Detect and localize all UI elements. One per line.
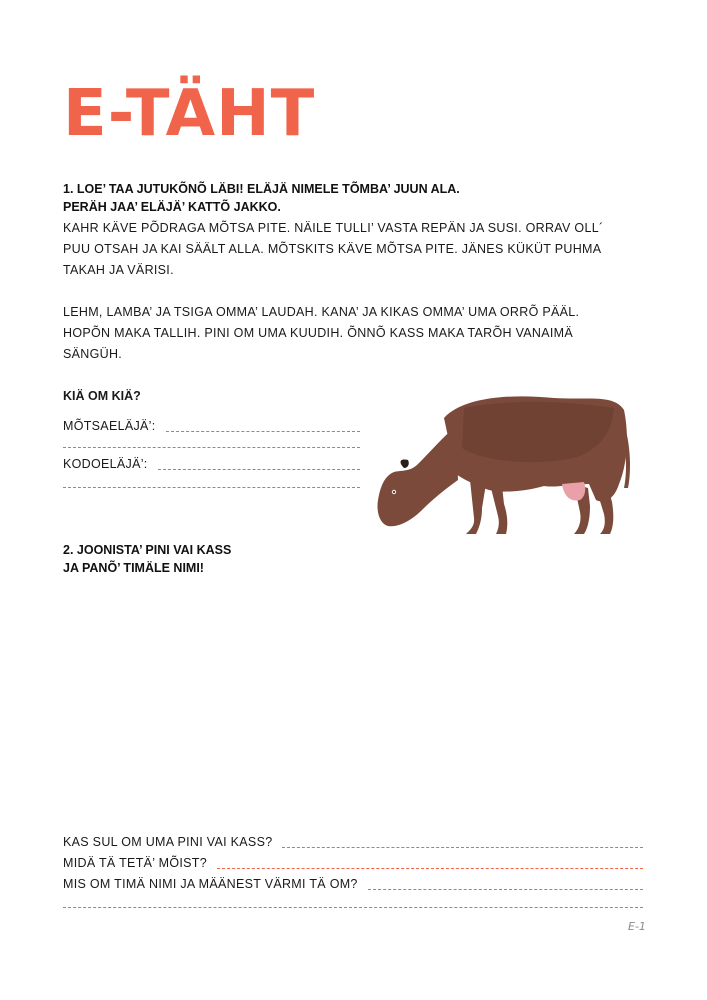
task-1-instruction bbox=[63, 180, 460, 216]
question-answer-line[interactable] bbox=[282, 835, 643, 848]
page-number: E-1 bbox=[628, 920, 646, 933]
story-line: LEHM, LAMBA’ JA TSIGA OMMA’ LAUDAH. KANA’ JA KIKAS OMMA’ UMA ORRÕ PÄÄL. bbox=[63, 305, 580, 319]
question-answer-line[interactable] bbox=[368, 877, 643, 890]
story-line: KAHR KÄVE PÕDRAGA MÕTSA PITE. NÄILE TULLI’ VASTA REPÄN JA SUSI. ORRAV OLL´ bbox=[63, 221, 604, 235]
task-2-instruction bbox=[63, 541, 231, 577]
story-line: SÄNGÜH. bbox=[63, 347, 123, 361]
home-animals-row bbox=[63, 455, 360, 473]
question-answer-line[interactable] bbox=[217, 856, 643, 869]
task-1-line-1: 1. LOE’ TAA JUTUKÕNÕ LÄBI! ELÄJÄ NIMELE TÕMBA’ JUUN ALA. bbox=[63, 182, 460, 196]
question-row bbox=[63, 833, 643, 851]
story-line: TAKAH JA VÄRISI. bbox=[63, 263, 174, 277]
question-row bbox=[63, 875, 643, 893]
task-1-line-2: PERÄH JAA’ ELÄJÄ’ KATTÕ JAKKO. bbox=[63, 200, 281, 214]
story-paragraph-2 bbox=[63, 302, 643, 365]
extra-answer-line[interactable] bbox=[63, 907, 643, 908]
home-animals-answer-line[interactable] bbox=[158, 457, 360, 470]
question-label: MIDÄ TÄ TETÄ’ MÕIST? bbox=[63, 856, 207, 870]
question-label: MIS OM TIMÄ NIMI JA MÄÄNEST VÄRMI TÄ OM? bbox=[63, 877, 358, 891]
question-row bbox=[63, 854, 643, 872]
forest-animals-answer-line[interactable] bbox=[166, 419, 360, 432]
forest-animals-label: MÕTSAELÄJÄ’: bbox=[63, 419, 156, 433]
home-animals-answer-line-2[interactable] bbox=[63, 487, 360, 488]
story-line: HOPÕN MAKA TALLIH. PINI OM UMA KUUDIH. ÕNNÕ KASS MAKA TARÕH VANAIMÄ bbox=[63, 326, 574, 340]
story-paragraph-1 bbox=[63, 218, 643, 281]
task-2-line-1: 2. JOONISTA’ PINI VAI KASS bbox=[63, 543, 232, 557]
home-animals-label: KODOELÄJÄ’: bbox=[63, 457, 148, 471]
forest-animals-row bbox=[63, 417, 360, 435]
cow-icon bbox=[374, 388, 636, 538]
question-label: KAS SUL OM UMA PINI VAI KASS? bbox=[63, 835, 273, 849]
task-2-line-2: JA PANÕ’ TIMÄLE NIMI! bbox=[63, 561, 204, 575]
forest-animals-answer-line-2[interactable] bbox=[63, 447, 360, 448]
story-line: PUU OTSAH JA KAI SÄÄLT ALLA. MÕTSKITS KÄVE MÕTSA PITE. JÄNES KÜKÜT PUHMA bbox=[63, 242, 602, 256]
page-title: E-TÄHT bbox=[63, 77, 316, 151]
who-is-who-heading: KIÄ OM KIÄ? bbox=[63, 389, 141, 403]
